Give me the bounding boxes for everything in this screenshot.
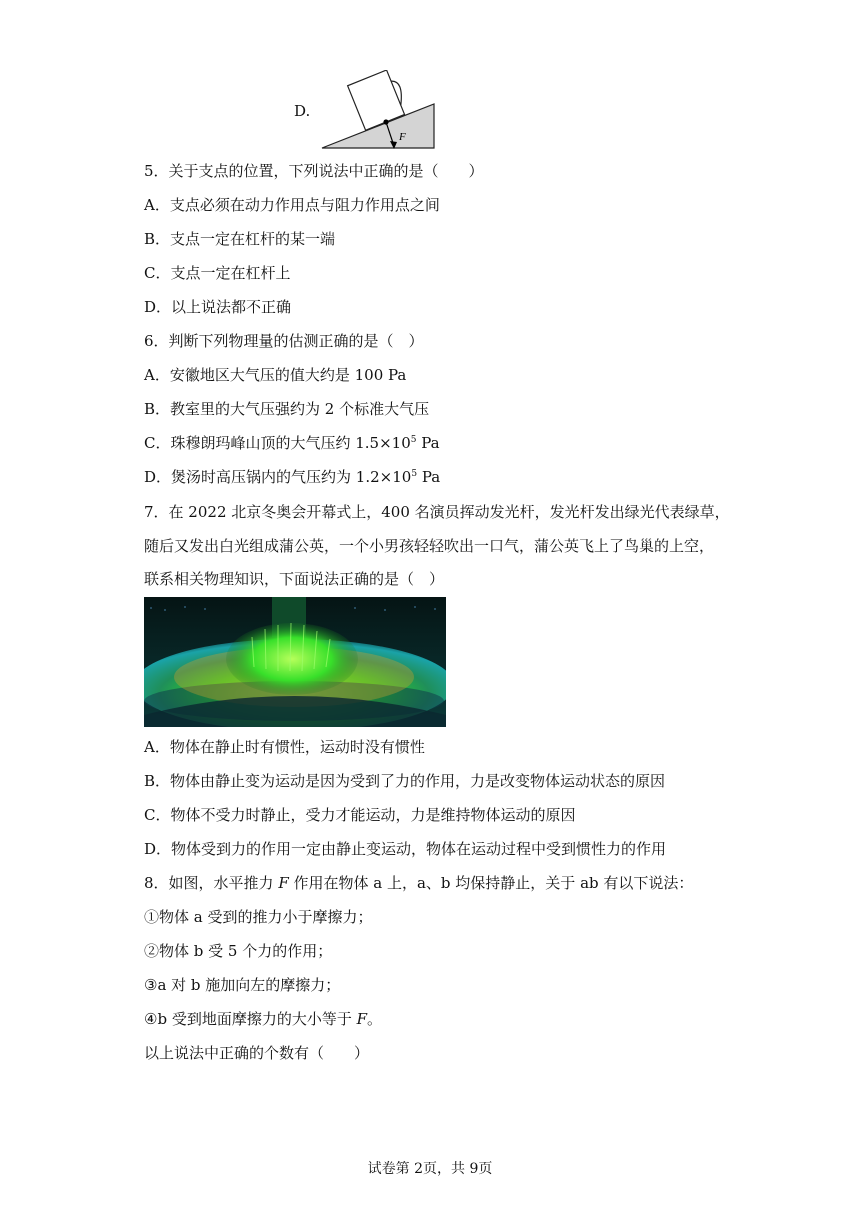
q7-option-c: C．物体不受力时静止，受力才能运动，力是维持物体运动的原因 [144,806,576,824]
q6-option-d-text: D．煲汤时高压锅内的气压约为 1.2×10 [144,468,412,486]
q6-option-a: A．安徽地区大气压的值大约是 100 Pa [144,366,407,384]
q6-option-c-unit: Pa [416,434,440,452]
page-footer: 试卷第 2页，共 9页 [367,1161,493,1177]
q7-option-a: A．物体在静止时有惯性，运动时没有惯性 [144,738,425,756]
q6-option-c-exponent: 5 [410,435,417,445]
q7-stem-line-3: 联系相关物理知识，下面说法正确的是（ ） [144,570,445,588]
q8-statement-1: ①物体 a 受到的推力小于摩擦力； [144,908,373,926]
force-label: F [399,131,406,143]
q6-option-d [144,467,440,487]
ceremony-photo [144,597,446,727]
q6-option-c [144,433,440,453]
q6-stem: 6．判断下列物理量的估测正确的是（ ） [144,332,424,350]
q8-statement-4-var: F [356,1010,368,1028]
q8-question: 以上说法中正确的个数有（ ） [144,1044,370,1062]
q7-stem-line-2: 随后又发出白光组成蒲公英，一个小男孩轻轻吹出一口气，蒲公英飞上了鸟巢的上空， [144,537,715,555]
q8-stem-pre: 8．如图，水平推力 [144,874,279,892]
q5-stem: 5．关于支点的位置，下列说法中正确的是（ ） [144,162,484,180]
q7-option-b: B．物体由静止变为运动是因为受到了力的作用，力是改变物体运动状态的原因 [144,772,666,790]
q5-option-b: B．支点一定在杠杆的某一端 [144,230,336,248]
q8-stem [144,873,693,893]
q6-option-d-unit: Pa [417,468,441,486]
q6-option-c-text: C．珠穆朗玛峰山顶的大气压约 1.5×10 [144,434,411,452]
q8-statement-4-post: 。 [367,1010,383,1028]
figure-d-label: D. [294,102,311,120]
q8-statement-4-pre: ④b 受到地面摩擦力的大小等于 [144,1010,357,1028]
q8-statement-4 [144,1009,382,1029]
incline-cup-diagram [294,70,444,152]
q6-option-d-exponent: 5 [411,469,418,479]
figure-d [294,70,444,152]
q8-stem-var: F [278,874,289,892]
q5-option-a: A．支点必须在动力作用点与阻力作用点之间 [144,196,440,214]
q8-statement-3: ③a 对 b 施加向左的摩擦力； [144,976,341,994]
q7-stem-line-1: 7．在 2022 北京冬奥会开幕式上，400 名演员挥动发光杆，发光杆发出绿光代表绿草， [144,503,730,521]
glowing-grass-image [144,597,446,727]
q8-stem-post: 作用在物体 a 上，a、b 均保持静止，关于 ab 有以下说法： [288,874,694,892]
q5-option-d: D．以上说法都不正确 [144,298,292,316]
q6-option-b: B．教室里的大气压强约为 2 个标准大气压 [144,400,430,418]
q5-option-c: C．支点一定在杠杆上 [144,264,291,282]
q7-option-d: D．物体受到力的作用一定由静止变运动，物体在运动过程中受到惯性力的作用 [144,840,667,858]
q8-statement-2: ②物体 b 受 5 个力的作用； [144,942,333,960]
